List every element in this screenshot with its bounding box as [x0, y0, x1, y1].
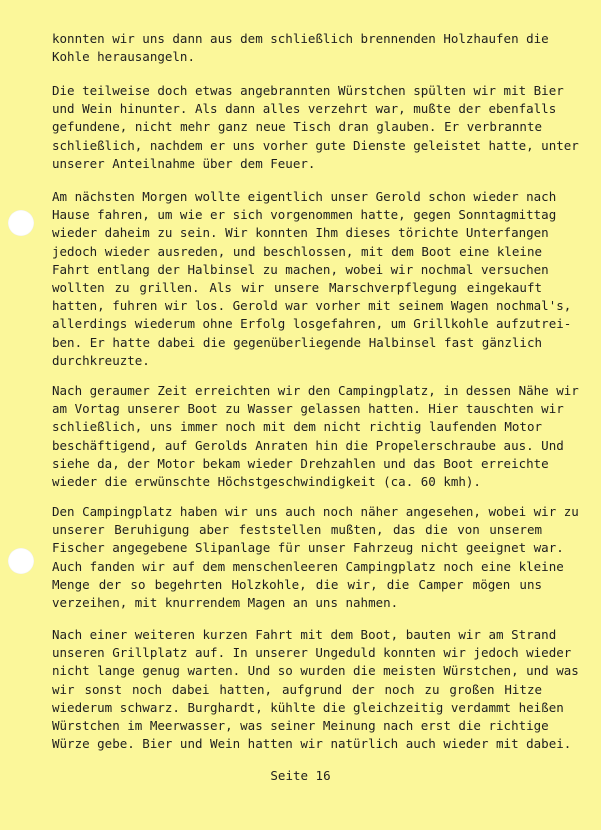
- text-line: allerdings wiederum ohne Erfolg losgefahren, um Grillkohle aufzutrei-: [52, 316, 572, 332]
- text-line: Würstchen im Meerwasser, was seiner Meinung nach erst die richtige: [52, 718, 549, 734]
- text-line: wollten zu grillen. Als wir unsere Marschverpflegung eingekauft: [52, 280, 542, 296]
- text-line: unserer Anteilnahme über dem Feuer.: [52, 155, 316, 171]
- paragraph-1: [52, 30, 549, 66]
- text-line: beschäftigend, auf Gerolds Anraten hin die Propelerschraube aus. Und: [52, 437, 564, 453]
- text-line: verzeihen, mit knurrendem Magen an uns nahmen.: [52, 595, 399, 611]
- text-line: wiederum schwarz. Burghardt, kühlte die gleichzeitig verdammt heißen: [52, 699, 564, 715]
- text-line: ben. Er hatte dabei die gegenüberliegende Halbinsel fast gänzlich: [52, 334, 542, 350]
- page-number: Seite 16: [270, 768, 331, 783]
- text-line: Am nächsten Morgen wollte eigentlich unser Gerold schon wieder nach: [52, 189, 557, 204]
- text-line: Nach geraumer Zeit erreichten wir den Campingplatz, in dessen Nähe wir: [52, 383, 579, 398]
- text-line: wieder daheim zu sein. Wir konnten Ihm dieses törichte Unterfangen: [52, 225, 549, 241]
- text-line: Fahrt entlang der Halbinsel zu machen, wobei wir nochmal versuchen: [52, 261, 549, 277]
- punch-hole-top: [8, 210, 34, 236]
- text-line: am Vortag unserer Boot zu Wasser gelassen hatten. Hier tauschten wir: [52, 401, 564, 417]
- paragraph-6: [52, 626, 579, 753]
- text-line: Auch fanden wir auf dem menschenleeren Campingplatz noch eine kleine: [52, 558, 564, 574]
- paragraph-5: [52, 503, 579, 612]
- text-line: siehe da, der Motor bekam wieder Drehzahlen und das Boot erreichte: [52, 455, 549, 471]
- text-line: Menge der so begehrten Holzkohle, die wir, die Camper mögen uns: [52, 576, 542, 592]
- text-line: unserer Beruhigung aber feststellen mußten, das die von unserem: [52, 522, 542, 538]
- text-line: Kohle herausangeln.: [52, 49, 195, 65]
- text-line: schließlich, uns immer noch mit dem nicht richtig laufenden Motor: [52, 419, 542, 435]
- text-line: Nach einer weiteren kurzen Fahrt mit dem Boot, bauten wir am Strand: [52, 627, 557, 642]
- text-line: Den Campingplatz haben wir uns auch noch näher angesehen, wobei wir zu: [52, 504, 579, 519]
- text-line: unseren Grillplatz auf. In unserer Ungeduld konnten wir jedoch wieder: [52, 645, 572, 661]
- text-line: hatten, fuhren wir los. Gerold war vorher mit seinem Wagen nochmal's,: [52, 298, 572, 314]
- text-line: schließlich, nachdem er uns vorher gute Dienste geleistet hatte, unter: [52, 137, 579, 153]
- paragraph-4: [52, 382, 579, 491]
- text-line: wir sonst noch dabei hatten, aufgrund der noch zu großen Hitze: [52, 681, 542, 697]
- text-line: konnten wir uns dann aus dem schließlich brennenden Holzhaufen die: [52, 31, 549, 46]
- text-line: Hause fahren, um wie er sich vorgenommen hatte, gegen Sonntagmittag: [52, 207, 557, 223]
- paragraph-2: [52, 82, 579, 173]
- text-line: Würze gebe. Bier und Wein hatten wir natürlich auch wieder mit dabei.: [52, 736, 572, 752]
- text-line: gefundene, nicht mehr ganz neue Tisch dran glauben. Er verbrannte: [52, 119, 542, 135]
- text-line: durchkreuzte.: [52, 352, 150, 368]
- text-line: Fischer angegebene Slipanlage für unser Fahrzeug nicht geeignet war.: [52, 540, 564, 556]
- punch-hole-bottom: [8, 548, 34, 574]
- text-line: nicht lange genug warten. Und so wurden die meisten Würstchen, und was: [52, 663, 579, 679]
- text-line: wieder die erwünschte Höchstgeschwindigkeit (ca. 60 kmh).: [52, 474, 481, 490]
- text-line: und Wein hinunter. Als dann alles verzehrt war, mußte der ebenfalls: [52, 101, 557, 117]
- paragraph-3: [52, 188, 572, 370]
- text-line: jedoch wieder ausreden, und beschlossen, mit dem Boot eine kleine: [52, 243, 542, 259]
- text-line: Die teilweise doch etwas angebrannten Würstchen spülten wir mit Bier: [52, 83, 564, 98]
